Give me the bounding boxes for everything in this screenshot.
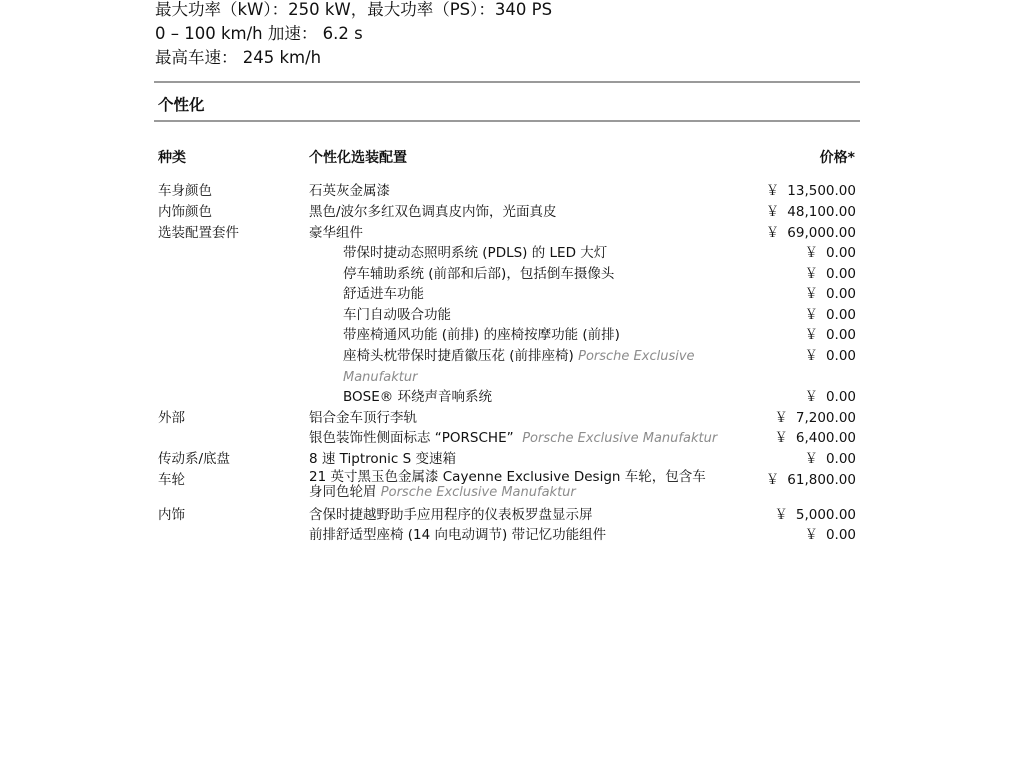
- row-price: [804, 525, 856, 545]
- row-option: 石英灰金属漆: [309, 183, 390, 199]
- row-option: 铝合金车顶行李轨: [309, 410, 417, 426]
- table-row: [0, 305, 1024, 325]
- row-price: [804, 449, 856, 469]
- currency-symbol: ￥: [804, 286, 818, 302]
- table-row: [0, 243, 1024, 263]
- table-row: [0, 470, 1024, 504]
- currency-symbol: ￥: [804, 348, 818, 364]
- row-option: [343, 346, 703, 388]
- spec-top-speed: 最高车速： 245 km/h: [155, 48, 322, 67]
- row-price: [804, 284, 856, 304]
- currency-symbol: ￥: [765, 225, 780, 241]
- currency-symbol: ￥: [804, 245, 818, 261]
- row-category: 车身颜色: [158, 183, 212, 199]
- row-price: [766, 181, 856, 201]
- table-row: [0, 428, 1024, 448]
- row-option: 前排舒适型座椅 (14 向电动调节) 带记忆功能组件: [309, 527, 607, 543]
- row-option: 停车辅助系统 (前部和后部)，包括倒车摄像头: [343, 266, 615, 282]
- header-price: 价格*: [819, 150, 855, 166]
- row-option: 带座椅通风功能 (前排) 的座椅按摩功能 (前排): [343, 327, 620, 343]
- currency-symbol: ￥: [774, 410, 788, 426]
- section-divider-bottom: [154, 120, 860, 122]
- table-row: [0, 525, 1024, 545]
- price-value: 0.00: [825, 451, 856, 467]
- row-option: 带保时捷动态照明系统 (PDLS) 的 LED 大灯: [343, 245, 608, 261]
- table-row: [0, 325, 1024, 345]
- price-value: 61,800.00: [787, 472, 856, 488]
- row-option: [309, 428, 718, 449]
- price-value: 48,100.00: [787, 204, 856, 220]
- option-text: 座椅头枕带保时捷盾徽压花 (前排座椅): [343, 348, 574, 364]
- row-option: 舒适进车功能: [343, 286, 424, 302]
- row-price: [774, 428, 856, 448]
- row-option: [309, 470, 709, 500]
- table-row: [0, 181, 1024, 201]
- row-price: [766, 202, 856, 222]
- row-option: 黑色/波尔多红双色调真皮内饰，光面真皮: [309, 204, 557, 220]
- pem-label: Porsche Exclusive Manufaktur: [380, 485, 576, 500]
- currency-symbol: ￥: [804, 389, 818, 405]
- currency-symbol: ￥: [765, 183, 780, 199]
- table-row: [0, 264, 1024, 284]
- currency-symbol: ￥: [804, 307, 818, 323]
- row-option: 8 速 Tiptronic S 变速箱: [309, 451, 457, 467]
- section-title: 个性化: [158, 96, 205, 114]
- pem-label: Porsche Exclusive Manufaktur: [522, 431, 718, 446]
- row-price: [804, 325, 856, 345]
- price-value: 0.00: [825, 527, 856, 543]
- row-category: 内饰: [158, 507, 185, 523]
- price-value: 0.00: [825, 266, 856, 282]
- table-row: [0, 387, 1024, 407]
- row-category: 外部: [158, 410, 185, 426]
- price-value: 7,200.00: [795, 410, 856, 426]
- currency-symbol: ￥: [804, 451, 818, 467]
- row-category: 车轮: [158, 472, 185, 488]
- row-price: [774, 408, 856, 428]
- table-row: [0, 449, 1024, 469]
- currency-symbol: ￥: [804, 266, 818, 282]
- row-price: [804, 346, 856, 366]
- table-row: [0, 223, 1024, 243]
- price-value: 6,400.00: [795, 430, 856, 446]
- price-value: 0.00: [825, 389, 856, 405]
- spec-acceleration: 0 – 100 km/h 加速： 6.2 s: [155, 24, 363, 43]
- header-category: 种类: [158, 150, 186, 166]
- header-option: 个性化选装配置: [309, 150, 407, 166]
- row-category: 选装配置套件: [158, 225, 239, 241]
- currency-symbol: ￥: [774, 507, 788, 523]
- row-price: [766, 223, 856, 243]
- row-option: 车门自动吸合功能: [343, 307, 451, 323]
- price-value: 0.00: [825, 245, 856, 261]
- section-divider-top: [154, 81, 860, 83]
- currency-symbol: ￥: [765, 204, 780, 220]
- spec-power: 最大功率（kW）：250 kW，最大功率（PS）：340 PS: [155, 0, 553, 19]
- price-value: 69,000.00: [787, 225, 856, 241]
- table-row: [0, 284, 1024, 304]
- price-value: 13,500.00: [787, 183, 856, 199]
- option-text: 21 英寸黑玉色金属漆 Cayenne Exclusive Design 车轮，包含车身同色轮眉: [309, 469, 706, 500]
- row-price: [804, 243, 856, 263]
- row-price: [804, 387, 856, 407]
- currency-symbol: ￥: [804, 527, 818, 543]
- table-row: [0, 408, 1024, 428]
- price-value: 0.00: [825, 286, 856, 302]
- price-value: 0.00: [825, 348, 856, 364]
- row-category: 传动系/底盘: [158, 451, 231, 467]
- row-option: 含保时捷越野助手应用程序的仪表板罗盘显示屏: [309, 507, 593, 523]
- row-option: BOSE® 环绕声音响系统: [343, 389, 493, 405]
- price-value: 5,000.00: [795, 507, 856, 523]
- row-price: [774, 505, 856, 525]
- row-option: 豪华组件: [309, 225, 363, 241]
- row-category: 内饰颜色: [158, 204, 212, 220]
- row-price: [804, 264, 856, 284]
- table-row: [0, 346, 1024, 386]
- currency-symbol: ￥: [774, 430, 788, 446]
- table-row: [0, 202, 1024, 222]
- price-value: 0.00: [825, 307, 856, 323]
- price-value: 0.00: [825, 327, 856, 343]
- row-price: [766, 470, 856, 490]
- currency-symbol: ￥: [765, 472, 780, 488]
- table-row: [0, 505, 1024, 525]
- pem-label: Porsche Exclusive Manufaktur: [343, 349, 695, 385]
- currency-symbol: ￥: [804, 327, 818, 343]
- option-text: 银色装饰性侧面标志 “PORSCHE”: [309, 430, 514, 446]
- row-price: [804, 305, 856, 325]
